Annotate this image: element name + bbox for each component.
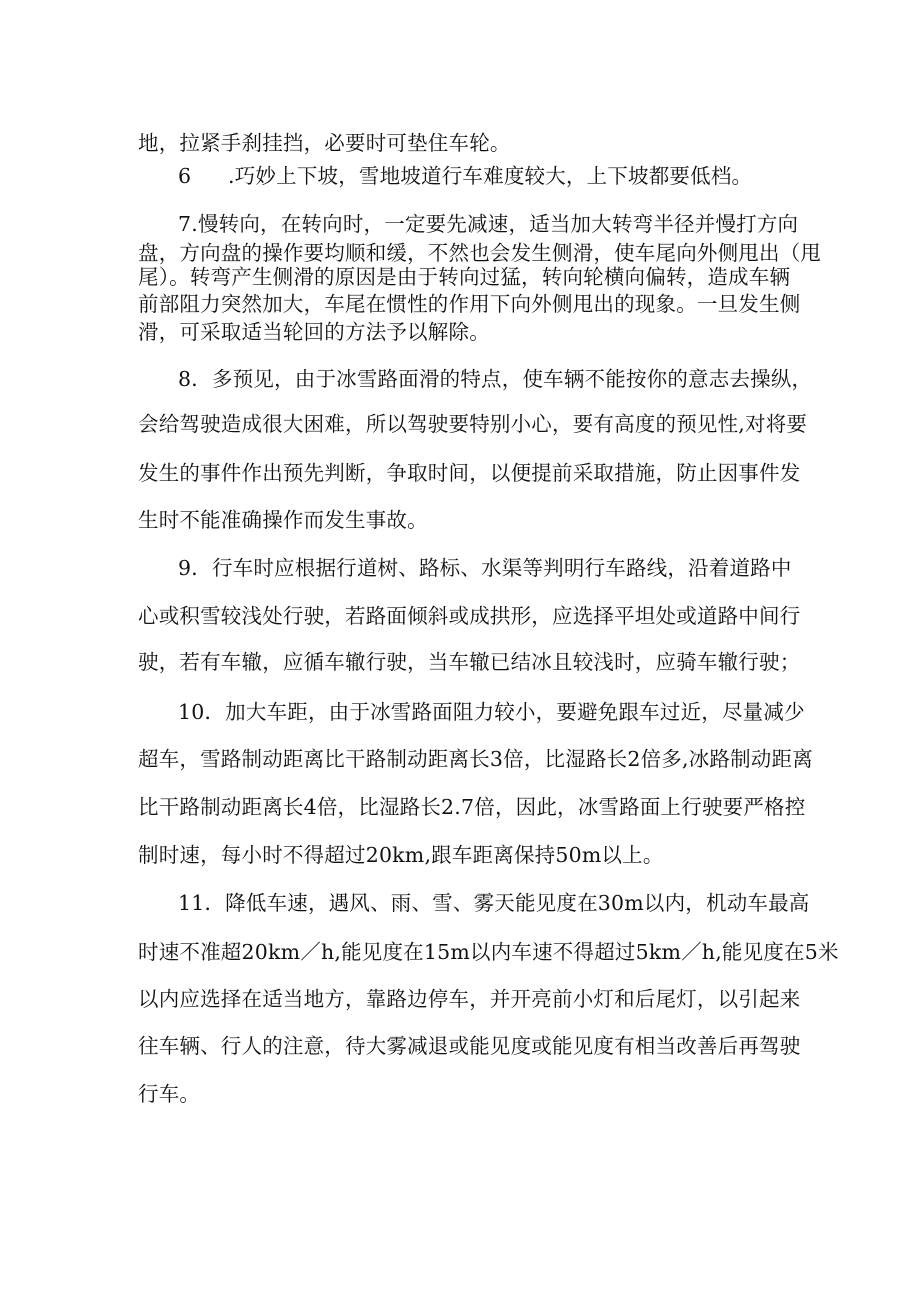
item7-line-2: 盘，方向盘的操作要均顺和缓，不然也会发生侧滑，使车尾向外侧甩出（甩 — [138, 241, 822, 265]
item10-line-1: 10．加大车距，由于冰雪路面阻力较小，要避免跟车过近，尽量减少 — [178, 700, 805, 724]
item8-line-2: 会给驾驶造成很大困难，所以驾驶要特别小心，要有高度的预见性,对将要 — [138, 412, 808, 436]
item7-line-4: 前部阻力突然加大，车尾在惯性的作用下向外侧甩出的现象。一旦发生侧 — [138, 292, 801, 316]
item10-line-3: 比干路制动距离长4倍，比湿路长2.7倍，因此，冰雪路面上行驶要严格控 — [138, 795, 806, 819]
item8-line-3: 发生的事件作出预先判断，争取时间，以便提前采取措施，防止因事件发 — [138, 461, 801, 485]
item6-number: 6 — [178, 164, 192, 188]
item7-line-1: 7.慢转向，在转向时，一定要先减速，适当加大转弯半径并慢打方向 — [178, 212, 799, 236]
item11-line-4: 往车辆、行人的注意，待大雾减退或能见度或能见度有相当改善后再驾驶 — [138, 1034, 801, 1058]
item10-line-2: 超车，雪路制动距离比干路制动距离长3倍，比湿路长2倍多,冰路制动距离 — [138, 747, 813, 771]
item11-line-2: 时速不准超20km／h,能见度在15m以内车速不得超过5km／h,能见度在5米 — [138, 940, 839, 964]
item9-line-2: 心或积雪较浅处行驶，若路面倾斜或成拱形，应选择平坦处或道路中间行 — [138, 604, 801, 628]
item11-line-3: 以内应选择在适当地方，靠路边停车，并开亮前小灯和后尾灯，以引起来 — [138, 987, 801, 1011]
item10-line-4: 制时速，每小时不得超过20km,跟车距离保持50m以上。 — [138, 843, 664, 867]
item8-line-4: 生时不能准确操作而发生事故。 — [138, 508, 428, 532]
item7-line-3: 尾）。转弯产生侧滑的原因是由于转向过猛，转向轮横向偏转，造成车辆 — [138, 265, 791, 289]
opening-line: 地，拉紧手刹挂挡，必要时可垫住车轮。 — [138, 131, 511, 155]
item9-line-1: 9．行车时应根据行道树、路标、水渠等判明行车路线，沿着道路中 — [178, 556, 792, 580]
item11-line-1: 11．降低车速，遇风、雨、雪、雾天能见度在30m以内，机动车最高 — [178, 891, 810, 915]
item6-text: .巧妙上下坡，雪地坡道行车难度较大，上下坡都要低档。 — [228, 164, 753, 188]
item7-line-5: 滑，可采取适当轮回的方法予以解除。 — [138, 320, 490, 344]
item9-line-3: 驶，若有车辙，应循车辙行驶，当车辙已结冰且较浅时，应骑车辙行驶； — [138, 650, 801, 674]
item8-line-1: 8．多预见，由于冰雪路面滑的特点，使车辆不能按你的意志去操纵， — [178, 367, 813, 391]
item11-line-5: 行车。 — [138, 1082, 201, 1106]
